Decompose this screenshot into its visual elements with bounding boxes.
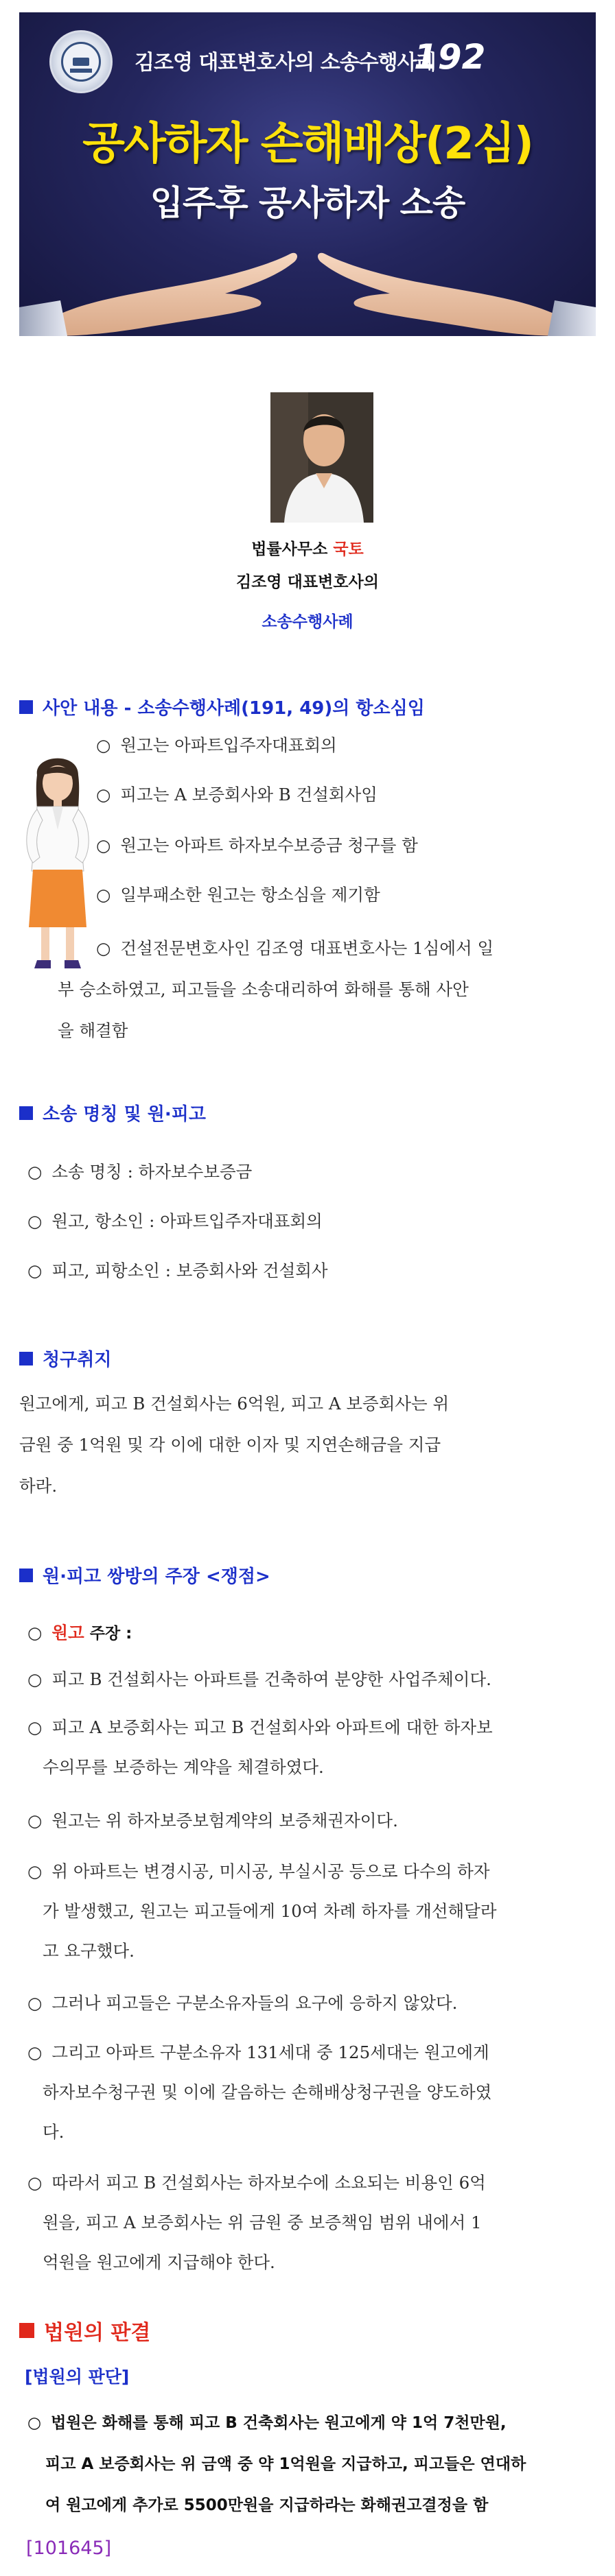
parties-item: ○ 원고, 항소인 : 아파트입주자대표회의 [27, 1202, 323, 1241]
argument-item-continuation: 하자보수청구권 및 이에 갈음하는 손해배상청구권을 양도하였 [43, 2082, 492, 2102]
circle-bullet-icon: ○ [27, 2042, 43, 2062]
argument-item: ○ 피고 B 건설회사는 아파트를 건축하여 분양한 사업주체이다. [27, 1660, 491, 1700]
lawyer-photo [270, 392, 373, 523]
square-bullet-icon [19, 1352, 33, 1365]
square-bullet-icon [19, 700, 33, 714]
circle-bullet-icon: ○ [27, 1623, 43, 1643]
circle-bullet-icon: ○ [27, 1261, 43, 1280]
claim-line: 원고에게, 피고 B 건설회사는 6억원, 피고 A 보증회사는 위 [19, 1394, 450, 1414]
circle-bullet-icon: ○ [96, 735, 111, 755]
case-item: ○ 건설전문변호사인 김조영 대표변호사는 1심에서 일 [96, 929, 494, 968]
open-hands-illustration [19, 218, 596, 336]
case-item: ○ 피고는 A 보증회사와 B 건설회사임 [96, 775, 378, 815]
firm-name-line [0, 536, 615, 559]
parties-item: ○ 소송 명칭 : 하자보수보증금 [27, 1152, 252, 1192]
case-item-continuation: 을 해결함 [58, 1021, 128, 1040]
judgment-line-continuation: 여 원고에게 추가로 5500만원을 지급하라는 화해권고결정을 함 [45, 2496, 489, 2514]
judgment-line-continuation: 피고 A 보증회사는 위 금액 중 약 1억원을 지급하고, 피고들은 연대하 [45, 2455, 526, 2473]
argument-item: ○ 따라서 피고 B 건설회사는 하자보수에 소요되는 비용인 6억 [27, 2163, 486, 2203]
square-bullet-icon [19, 2323, 34, 2338]
judgment-subheading: [법원의 판단] [25, 2367, 130, 2387]
plaintiff-label: 원고 [51, 1623, 84, 1643]
section-title: 소송 명칭 및 원·피고 [43, 1104, 206, 1125]
circle-bullet-icon: ○ [27, 1162, 43, 1182]
plaintiff-claim-label [27, 1613, 132, 1654]
argument-item: ○ 그러나 피고들은 구분소유자들의 요구에 응하지 않았다. [27, 1983, 457, 2023]
category-link[interactable]: 소송수행사례 [262, 613, 353, 631]
section-heading-parties [19, 1100, 206, 1125]
circle-bullet-icon: ○ [27, 2173, 43, 2193]
argument-item-continuation: 가 발생했고, 원고는 피고들에게 10여 차례 하자를 개선해달라 [43, 1901, 497, 1921]
claim-line: 금원 중 1억원 및 각 이에 대한 이자 및 지연손해금을 지급 [19, 1435, 441, 1455]
section-title: 법원의 판결 [44, 2321, 151, 2345]
parties-item: ○ 피고, 피항소인 : 보증회사와 건설회사 [27, 1251, 328, 1291]
judgment-line: ○ 법원은 화해를 통해 피고 B 건축회사는 원고에게 약 1억 7천만원, [27, 2403, 507, 2443]
argument-item-continuation: 다. [43, 2122, 65, 2142]
argument-item: ○ 피고 A 보증회사는 피고 B 건설회사와 아파트에 대한 하자보 [27, 1708, 493, 1748]
banner-header-text: 김조영 대표변호사의 소송수행사례 [135, 51, 436, 75]
circle-bullet-icon: ○ [27, 1993, 43, 2013]
firm-seal-logo [49, 30, 113, 93]
circle-bullet-icon: ○ [96, 785, 111, 804]
section-title: 원·피고 쌍방의 주장 <쟁점> [43, 1566, 270, 1587]
banner-case-number: 192 [414, 37, 486, 77]
case-item: ○ 일부패소한 원고는 항소심을 제기함 [96, 875, 380, 915]
section-title: 청구취지 [43, 1350, 112, 1370]
case-item: ○ 원고는 아파트입주자대표회의 [96, 726, 337, 765]
circle-bullet-icon: ○ [27, 1717, 43, 1737]
lawyer-name: 김조영 대표변호사의 [236, 573, 379, 591]
banner-title: 공사하자 손해배상(2심) [82, 119, 533, 169]
case-item: ○ 원고는 아파트 하자보수보증금 청구를 함 [96, 826, 418, 866]
argument-item: ○ 위 아파트는 변경시공, 미시공, 부실시공 등으로 다수의 하자 [27, 1852, 490, 1892]
square-bullet-icon [19, 1106, 33, 1120]
section-heading-judgment [19, 2315, 150, 2346]
claim-line: 하라. [19, 1476, 58, 1496]
circle-bullet-icon: ○ [27, 1211, 43, 1231]
firm-name: 국토 [333, 540, 364, 558]
section-heading-arguments [19, 1562, 270, 1588]
plaintiff-suffix: 주장 : [84, 1625, 132, 1643]
firm-prefix: 법률사무소 [251, 540, 334, 558]
argument-item-continuation: 억원을 원고에게 지급해야 한다. [43, 2252, 275, 2272]
circle-bullet-icon: ○ [96, 835, 111, 855]
circle-bullet-icon: ○ [96, 938, 111, 958]
section-heading-claim [19, 1346, 111, 1371]
section-heading-case [19, 694, 425, 719]
header-banner [19, 12, 596, 336]
argument-item-continuation: 원을, 피고 A 보증회사는 위 금원 중 보증책임 범위 내에서 1 [43, 2213, 482, 2232]
circle-bullet-icon: ○ [96, 885, 111, 905]
square-bullet-icon [19, 1569, 33, 1582]
woman-character-illustration [10, 748, 106, 974]
argument-item: ○ 그리고 아파트 구분소유자 131세대 중 125세대는 원고에게 [27, 2033, 489, 2073]
banner-subtitle: 입주후 공사하자 소송 [150, 183, 465, 223]
section-title: 사안 내용 - 소송수행사례(191, 49)의 항소심임 [43, 698, 425, 719]
circle-bullet-icon: ○ [27, 1861, 43, 1881]
circle-bullet-icon: ○ [27, 1669, 43, 1689]
circle-bullet-icon: ○ [27, 1811, 43, 1830]
case-item-continuation: 부 승소하였고, 피고들을 소송대리하여 화해를 통해 사안 [58, 979, 469, 999]
argument-item-continuation: 고 요구했다. [43, 1941, 135, 1961]
argument-item: ○ 원고는 위 하자보증보험계약의 보증채권자이다. [27, 1801, 398, 1841]
circle-bullet-icon: ○ [27, 2414, 42, 2432]
document-code: [101645] [26, 2538, 112, 2559]
argument-item-continuation: 수의무를 보증하는 계약을 체결하였다. [43, 1757, 324, 1777]
